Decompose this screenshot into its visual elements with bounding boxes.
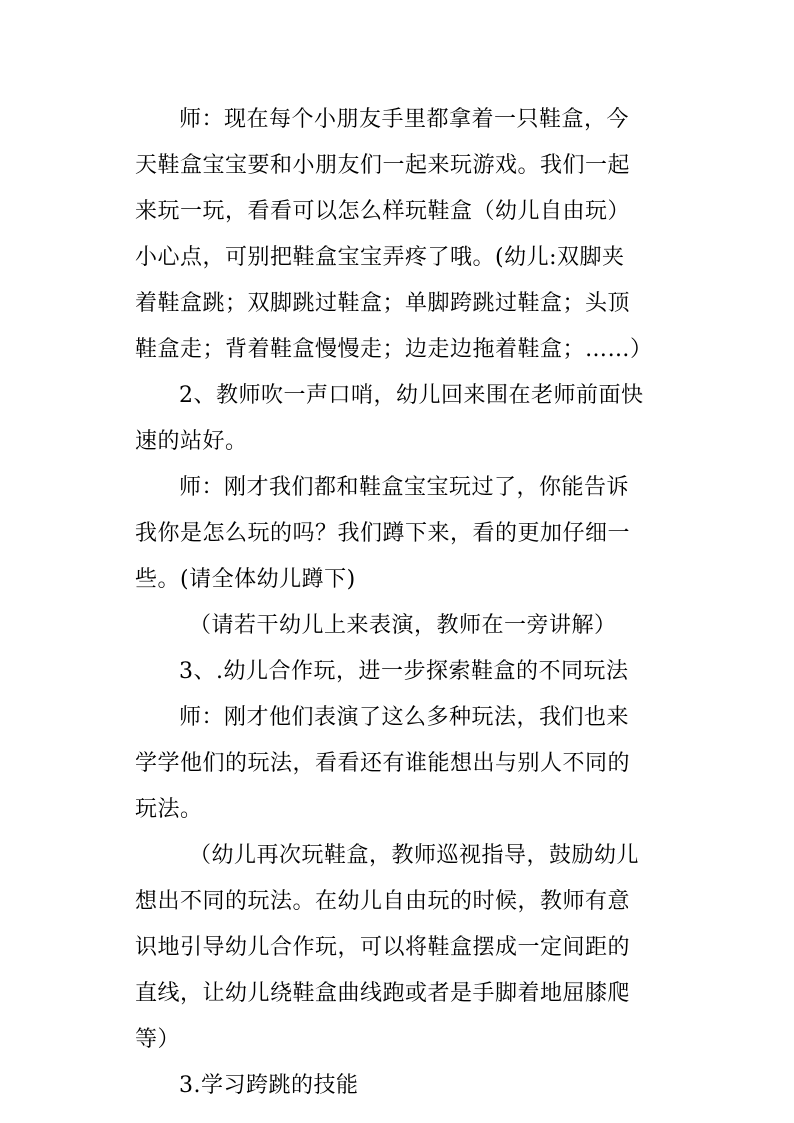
paragraph-line: 速的站好。 <box>135 429 248 454</box>
paragraph-line: 师：刚才我们都和鞋盒宝宝玩过了，你能告诉 <box>179 475 630 500</box>
paragraph-line: 等） <box>135 1027 181 1052</box>
section-heading: 3、.幼儿合作玩，进一步探索鞋盒的不同玩法 <box>179 659 629 684</box>
paragraph-line: 师：现在每个小朋友手里都拿着一只鞋盒，今 <box>179 107 630 132</box>
paragraph-line: 师：刚才他们表演了这么多种玩法，我们也来 <box>179 705 630 730</box>
paragraph-line: 直线，让幼儿绕鞋盒曲线跑或者是手脚着地屈膝爬 <box>135 981 631 1006</box>
paragraph-line: 小心点，可别把鞋盒宝宝弄疼了哦。(幼儿:双脚夹 <box>135 245 625 270</box>
paragraph-line: 着鞋盒跳；双脚跳过鞋盒；单脚跨跳过鞋盒；头顶 <box>135 291 631 316</box>
paragraph-line: （幼儿再次玩鞋盒，教师巡视指导，鼓励幼儿 <box>189 843 640 868</box>
paragraph-line: 我你是怎么玩的吗？我们蹲下来，看的更加仔细一 <box>135 521 631 546</box>
paragraph-line: 学学他们的玩法，看看还有谁能想出与别人不同的 <box>135 751 631 776</box>
paragraph-line: 2、教师吹一声口哨，幼儿回来围在老师前面快 <box>179 383 644 408</box>
paragraph-line: 来玩一玩，看看可以怎么样玩鞋盒（幼儿自由玩） <box>135 199 631 224</box>
paragraph-line: 天鞋盒宝宝要和小朋友们一起来玩游戏。我们一起 <box>135 153 631 178</box>
paragraph-line: 想出不同的玩法。在幼儿自由玩的时候，教师有意 <box>135 889 631 914</box>
paragraph-line: 识地引导幼儿合作玩，可以将鞋盒摆成一定间距的 <box>135 935 631 960</box>
section-heading: 3.学习跨跳的技能 <box>179 1073 359 1098</box>
paragraph-line: 鞋盒走；背着鞋盒慢慢走；边走边拖着鞋盒；……） <box>135 337 653 362</box>
paragraph-line: （请若干幼儿上来表演，教师在一旁讲解） <box>189 613 617 638</box>
paragraph-line: 些。(请全体幼儿蹲下) <box>135 567 356 592</box>
paragraph-line: 玩法。 <box>135 797 203 822</box>
document-body <box>135 97 675 1109</box>
